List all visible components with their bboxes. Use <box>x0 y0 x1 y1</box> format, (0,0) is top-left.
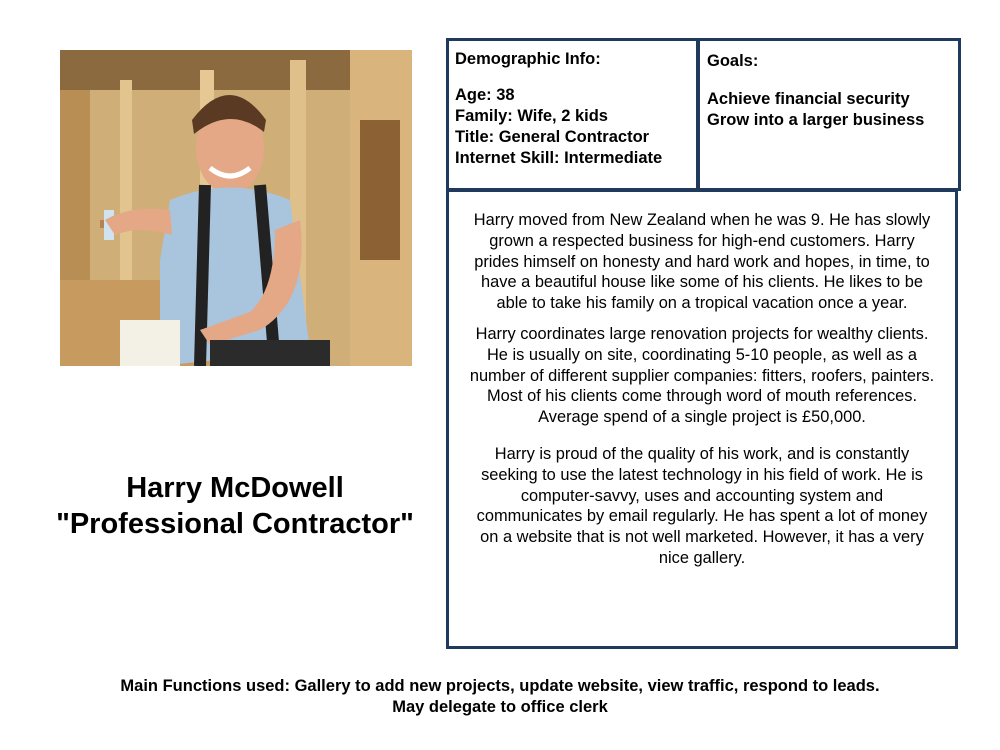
goals-box <box>697 38 961 191</box>
demographic-age: Age: 38 <box>455 86 515 104</box>
demographic-internet-skill: Internet Skill: Intermediate <box>455 149 663 167</box>
biography-box <box>446 189 958 649</box>
bio-paragraph-background: Harry moved from New Zealand when he was 9. He has slowly grown a respected business for high-end customers. Harry prides himself on honesty and hard work and hopes, in time, to have a beautiful house like some of his clients. He likes to be able to take his family on a tropical vacation once a year. <box>473 211 931 313</box>
demographics-box <box>446 38 699 191</box>
persona-name-block <box>30 470 440 542</box>
persona-role: "Professional Contractor" <box>56 508 414 540</box>
demographic-title: Title: General Contractor <box>455 128 650 146</box>
goals-label: Goals: <box>707 52 759 70</box>
delegation-text: May delegate to office clerk <box>392 698 608 716</box>
demographic-family: Family: Wife, 2 kids <box>455 107 608 125</box>
main-functions-footer <box>0 676 1000 718</box>
persona-name: Harry McDowell <box>126 472 344 504</box>
goal-item: Grow into a larger business <box>707 111 925 129</box>
main-functions-text: Main Functions used: Gallery to add new projects, update website, view traffic, respond to leads. <box>120 677 880 695</box>
bio-paragraph-technology: Harry is proud of the quality of his work, and is constantly seeking to use the latest technology in his field of work. He is computer-savvy, uses and accounting system and communicates by email regularly. He has spent a lot of money on a website that is not well marketed. However, it has a very nice gallery. <box>476 444 928 567</box>
photo-illustration <box>60 50 412 366</box>
bio-paragraph-work: Harry coordinates large renovation projects for wealthy clients. He is usually on site, coordinating 5-10 people, as well as a number of different supplier companies: fitters, roofers, painters. Most of his clients come through word of mouth references. Average spend of a single project is £50,000. <box>469 324 935 427</box>
contractor-photo <box>60 50 412 366</box>
goal-item: Achieve financial security <box>707 90 910 108</box>
demographics-label: Demographic Info: <box>455 50 601 68</box>
